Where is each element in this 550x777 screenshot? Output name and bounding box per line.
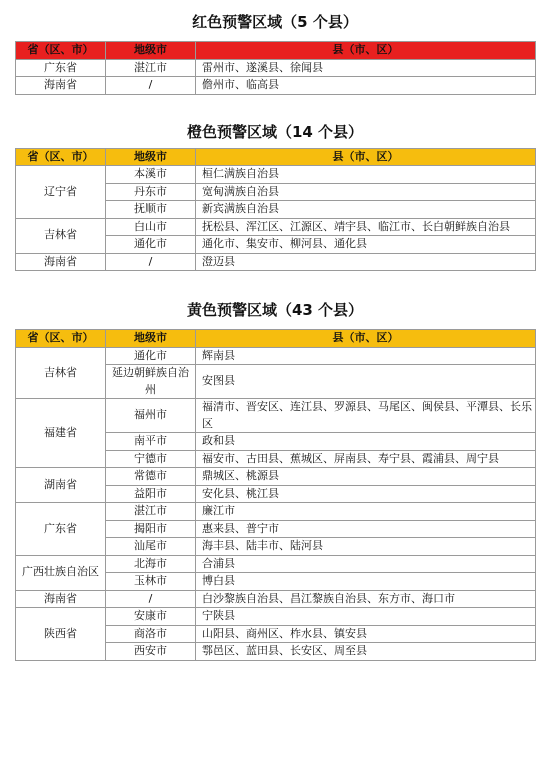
- county-cell: 博白县: [196, 573, 536, 591]
- table-row: [16, 59, 536, 77]
- table-row: [16, 218, 536, 236]
- province-cell: 吉林省: [16, 347, 106, 399]
- city-cell: /: [106, 590, 196, 608]
- table-header-row: [16, 330, 536, 348]
- county-cell: 山阳县、商州区、柞水县、镇安县: [196, 625, 536, 643]
- city-cell: 西安市: [106, 643, 196, 661]
- county-cell: 新宾满族自治县: [196, 201, 536, 219]
- city-cell: /: [106, 77, 196, 95]
- table-row: [16, 399, 536, 433]
- header-province: 省（区、市）: [16, 330, 106, 348]
- county-cell: 通化市、集安市、柳河县、通化县: [196, 236, 536, 254]
- county-cell: 惠来县、普宁市: [196, 520, 536, 538]
- county-cell: 安图县: [196, 365, 536, 399]
- city-cell: 北海市: [106, 555, 196, 573]
- red-warning-table: [15, 41, 536, 95]
- city-cell: 玉林市: [106, 573, 196, 591]
- county-cell: 鼎城区、桃源县: [196, 468, 536, 486]
- city-cell: 汕尾市: [106, 538, 196, 556]
- province-cell: 广东省: [16, 503, 106, 556]
- header-city: 地级市: [106, 148, 196, 166]
- table-row: [16, 253, 536, 271]
- province-cell: 辽宁省: [16, 166, 106, 219]
- province-cell: 广东省: [16, 59, 106, 77]
- header-county: 县（市、区）: [196, 42, 536, 60]
- header-province: 省（区、市）: [16, 42, 106, 60]
- table-row: [16, 503, 536, 521]
- header-city: 地级市: [106, 330, 196, 348]
- table-row: [16, 555, 536, 573]
- yellow-section-title: 黄色预警区域（43 个县）: [186, 301, 364, 319]
- header-county: 县（市、区）: [196, 148, 536, 166]
- city-cell: 商洛市: [106, 625, 196, 643]
- city-cell: 南平市: [106, 433, 196, 451]
- county-cell: 福安市、古田县、蕉城区、屏南县、寿宁县、霞浦县、周宁县: [196, 450, 536, 468]
- city-cell: 揭阳市: [106, 520, 196, 538]
- table-row: [16, 468, 536, 486]
- red-section-title: 红色预警区域（5 个县）: [192, 13, 358, 31]
- province-cell: 海南省: [16, 77, 106, 95]
- city-cell: 延边朝鲜族自治州: [106, 365, 196, 399]
- county-cell: 福清市、晋安区、连江县、罗源县、马尾区、闽侯县、平潭县、长乐区: [196, 399, 536, 433]
- city-cell: 通化市: [106, 347, 196, 365]
- city-cell: 安康市: [106, 608, 196, 626]
- county-cell: 白沙黎族自治县、昌江黎族自治县、东方市、海口市: [196, 590, 536, 608]
- city-cell: 通化市: [106, 236, 196, 254]
- yellow-warning-table: [15, 329, 536, 661]
- province-cell: 陕西省: [16, 608, 106, 661]
- county-cell: 鄠邑区、蓝田县、长安区、周至县: [196, 643, 536, 661]
- city-cell: 白山市: [106, 218, 196, 236]
- county-cell: 海丰县、陆丰市、陆河县: [196, 538, 536, 556]
- county-cell: 政和县: [196, 433, 536, 451]
- table-header-row: [16, 42, 536, 60]
- city-cell: 益阳市: [106, 485, 196, 503]
- header-county: 县（市、区）: [196, 330, 536, 348]
- county-cell: 辉南县: [196, 347, 536, 365]
- county-cell: 儋州市、临高县: [196, 77, 536, 95]
- city-cell: 湛江市: [106, 59, 196, 77]
- county-cell: 廉江市: [196, 503, 536, 521]
- county-cell: 桓仁满族自治县: [196, 166, 536, 184]
- table-header-row: [16, 148, 536, 166]
- city-cell: 常德市: [106, 468, 196, 486]
- county-cell: 澄迈县: [196, 253, 536, 271]
- header-city: 地级市: [106, 42, 196, 60]
- city-cell: 湛江市: [106, 503, 196, 521]
- table-row: [16, 77, 536, 95]
- county-cell: 抚松县、浑江区、江源区、靖宇县、临江市、长白朝鲜族自治县: [196, 218, 536, 236]
- table-row: [16, 166, 536, 184]
- county-cell: 宽甸满族自治县: [196, 183, 536, 201]
- province-cell: 吉林省: [16, 218, 106, 253]
- county-cell: 宁陕县: [196, 608, 536, 626]
- province-cell: 广西壮族自治区: [16, 555, 106, 590]
- city-cell: 宁德市: [106, 450, 196, 468]
- city-cell: 抚顺市: [106, 201, 196, 219]
- city-cell: 本溪市: [106, 166, 196, 184]
- county-cell: 雷州市、遂溪县、徐闻县: [196, 59, 536, 77]
- city-cell: 福州市: [106, 399, 196, 433]
- header-province: 省（区、市）: [16, 148, 106, 166]
- province-cell: 海南省: [16, 253, 106, 271]
- orange-warning-table: [15, 148, 536, 272]
- table-row: [16, 347, 536, 365]
- table-row: [16, 608, 536, 626]
- province-cell: 海南省: [16, 590, 106, 608]
- city-cell: /: [106, 253, 196, 271]
- county-cell: 合浦县: [196, 555, 536, 573]
- orange-section-title: 橙色预警区域（14 个县）: [186, 122, 364, 141]
- province-cell: 湖南省: [16, 468, 106, 503]
- city-cell: 丹东市: [106, 183, 196, 201]
- table-row: [16, 590, 536, 608]
- county-cell: 安化县、桃江县: [196, 485, 536, 503]
- province-cell: 福建省: [16, 399, 106, 468]
